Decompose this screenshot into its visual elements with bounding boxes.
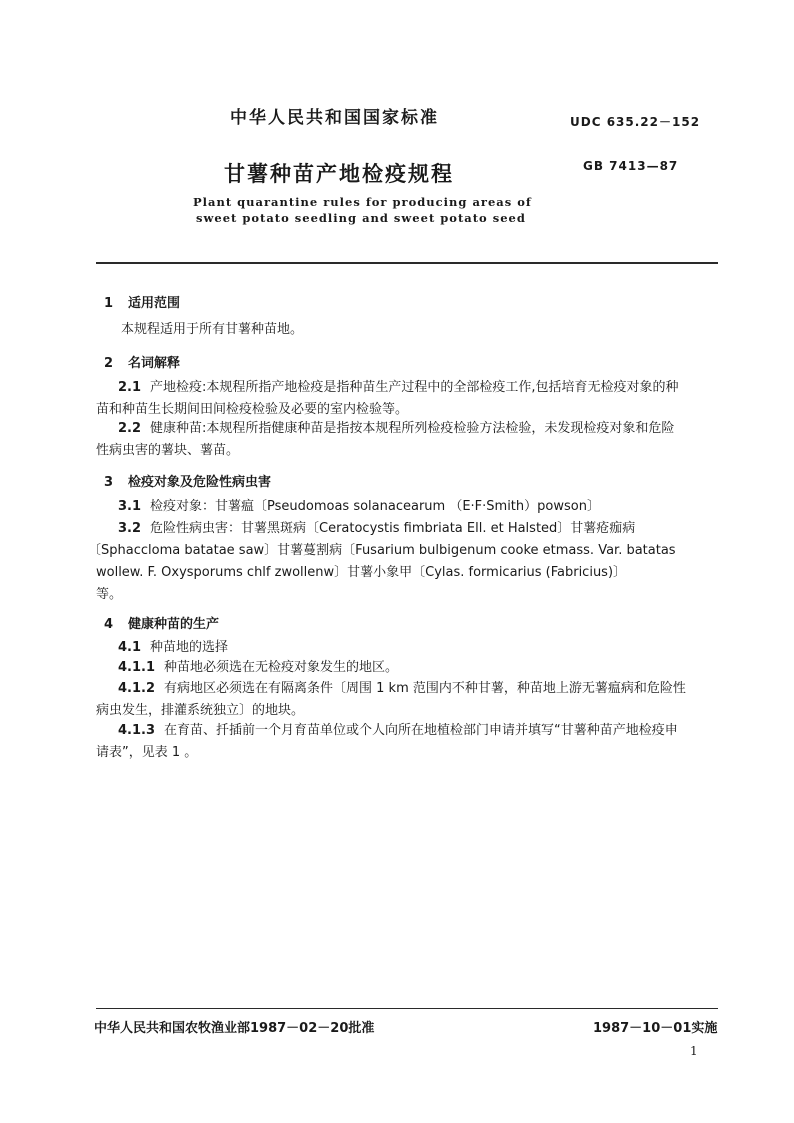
standard-line: 中华人民共和国国家标准 <box>230 108 439 128</box>
english-title-line1: Plant quarantine rules for producing areas of <box>193 195 532 209</box>
section-4-heading: 4 健康种苗的生产 <box>104 617 220 632</box>
implementation-date: 1987－10－01实施 <box>593 1021 718 1036</box>
paragraph-2-1: 2.1 产地检疫:本规程所指产地检疫是指种苗生产过程中的全部检疫工作,包括培育无检疫对象的种 苗和种苗生长期间田间检疫检验及必要的室内检验等。 <box>96 380 679 417</box>
paragraph-4-1-2: 4.1.2 有病地区必须选在有隔离条件〔周围 1 km 范围内不种甘薯，种苗地上游无薯瘟病和危险性 病虫发生，排灌系统独立〕的地块。 <box>96 681 686 718</box>
paragraph-4-1: 4.1 种苗地的选择 <box>118 640 229 655</box>
footer-divider <box>96 1008 718 1009</box>
gb-number: GB 7413—87 <box>583 159 679 173</box>
approval-line: 中华人民共和国农牧渔业部1987－02－20批准 <box>94 1021 375 1036</box>
page-title: 甘薯种苗产地检疫规程 <box>224 162 454 186</box>
udc-code: UDC 635.22－152 <box>570 115 701 129</box>
section-2-heading: 2 名词解释 <box>104 356 181 371</box>
paragraph-3-1: 3.1 检疫对象：甘薯瘟〔Pseudomoas solanacearum （E·F·Smith）powson〕 <box>118 499 600 514</box>
section-1-body: 本规程适用于所有甘薯种苗地。 <box>121 322 304 337</box>
paragraph-4-1-3: 4.1.3 在育苗、扦插前一个月育苗单位或个人向所在地植检部门申请并填写“甘薯种苗产地检疫申 请表”，见表 1 。 <box>96 723 678 760</box>
paragraph-4-1-1: 4.1.1 种苗地必须选在无检疫对象发生的地区。 <box>118 660 399 675</box>
paragraph-3-2: 3.2 危险性病虫害：甘薯黑斑病〔Ceratocystis fimbriata Ell. et Halsted〕甘薯疮痂病 〔Sphaccloma batatae saw〕甘薯蔓割病〔Fusarium bulbigenum cooke etmass. Var. batatas wollew. F. Oxysporums chlf zwollenw〕甘薯小象甲〔Cylas. formicarius (Fabricius)〕 等。 <box>88 521 676 602</box>
page-number: 1 <box>690 1044 698 1058</box>
header-divider <box>96 262 718 264</box>
section-1-heading: 1 适用范围 <box>104 296 181 311</box>
paragraph-2-2: 2.2 健康种苗:本规程所指健康种苗是指按本规程所列检疫检验方法检验，未发现检疫对象和危险 性病虫害的薯块、薯苗。 <box>96 421 675 458</box>
english-title-line2: sweet potato seedling and sweet potato seed <box>196 211 526 225</box>
section-3-heading: 3 检疫对象及危险性病虫害 <box>104 475 272 490</box>
